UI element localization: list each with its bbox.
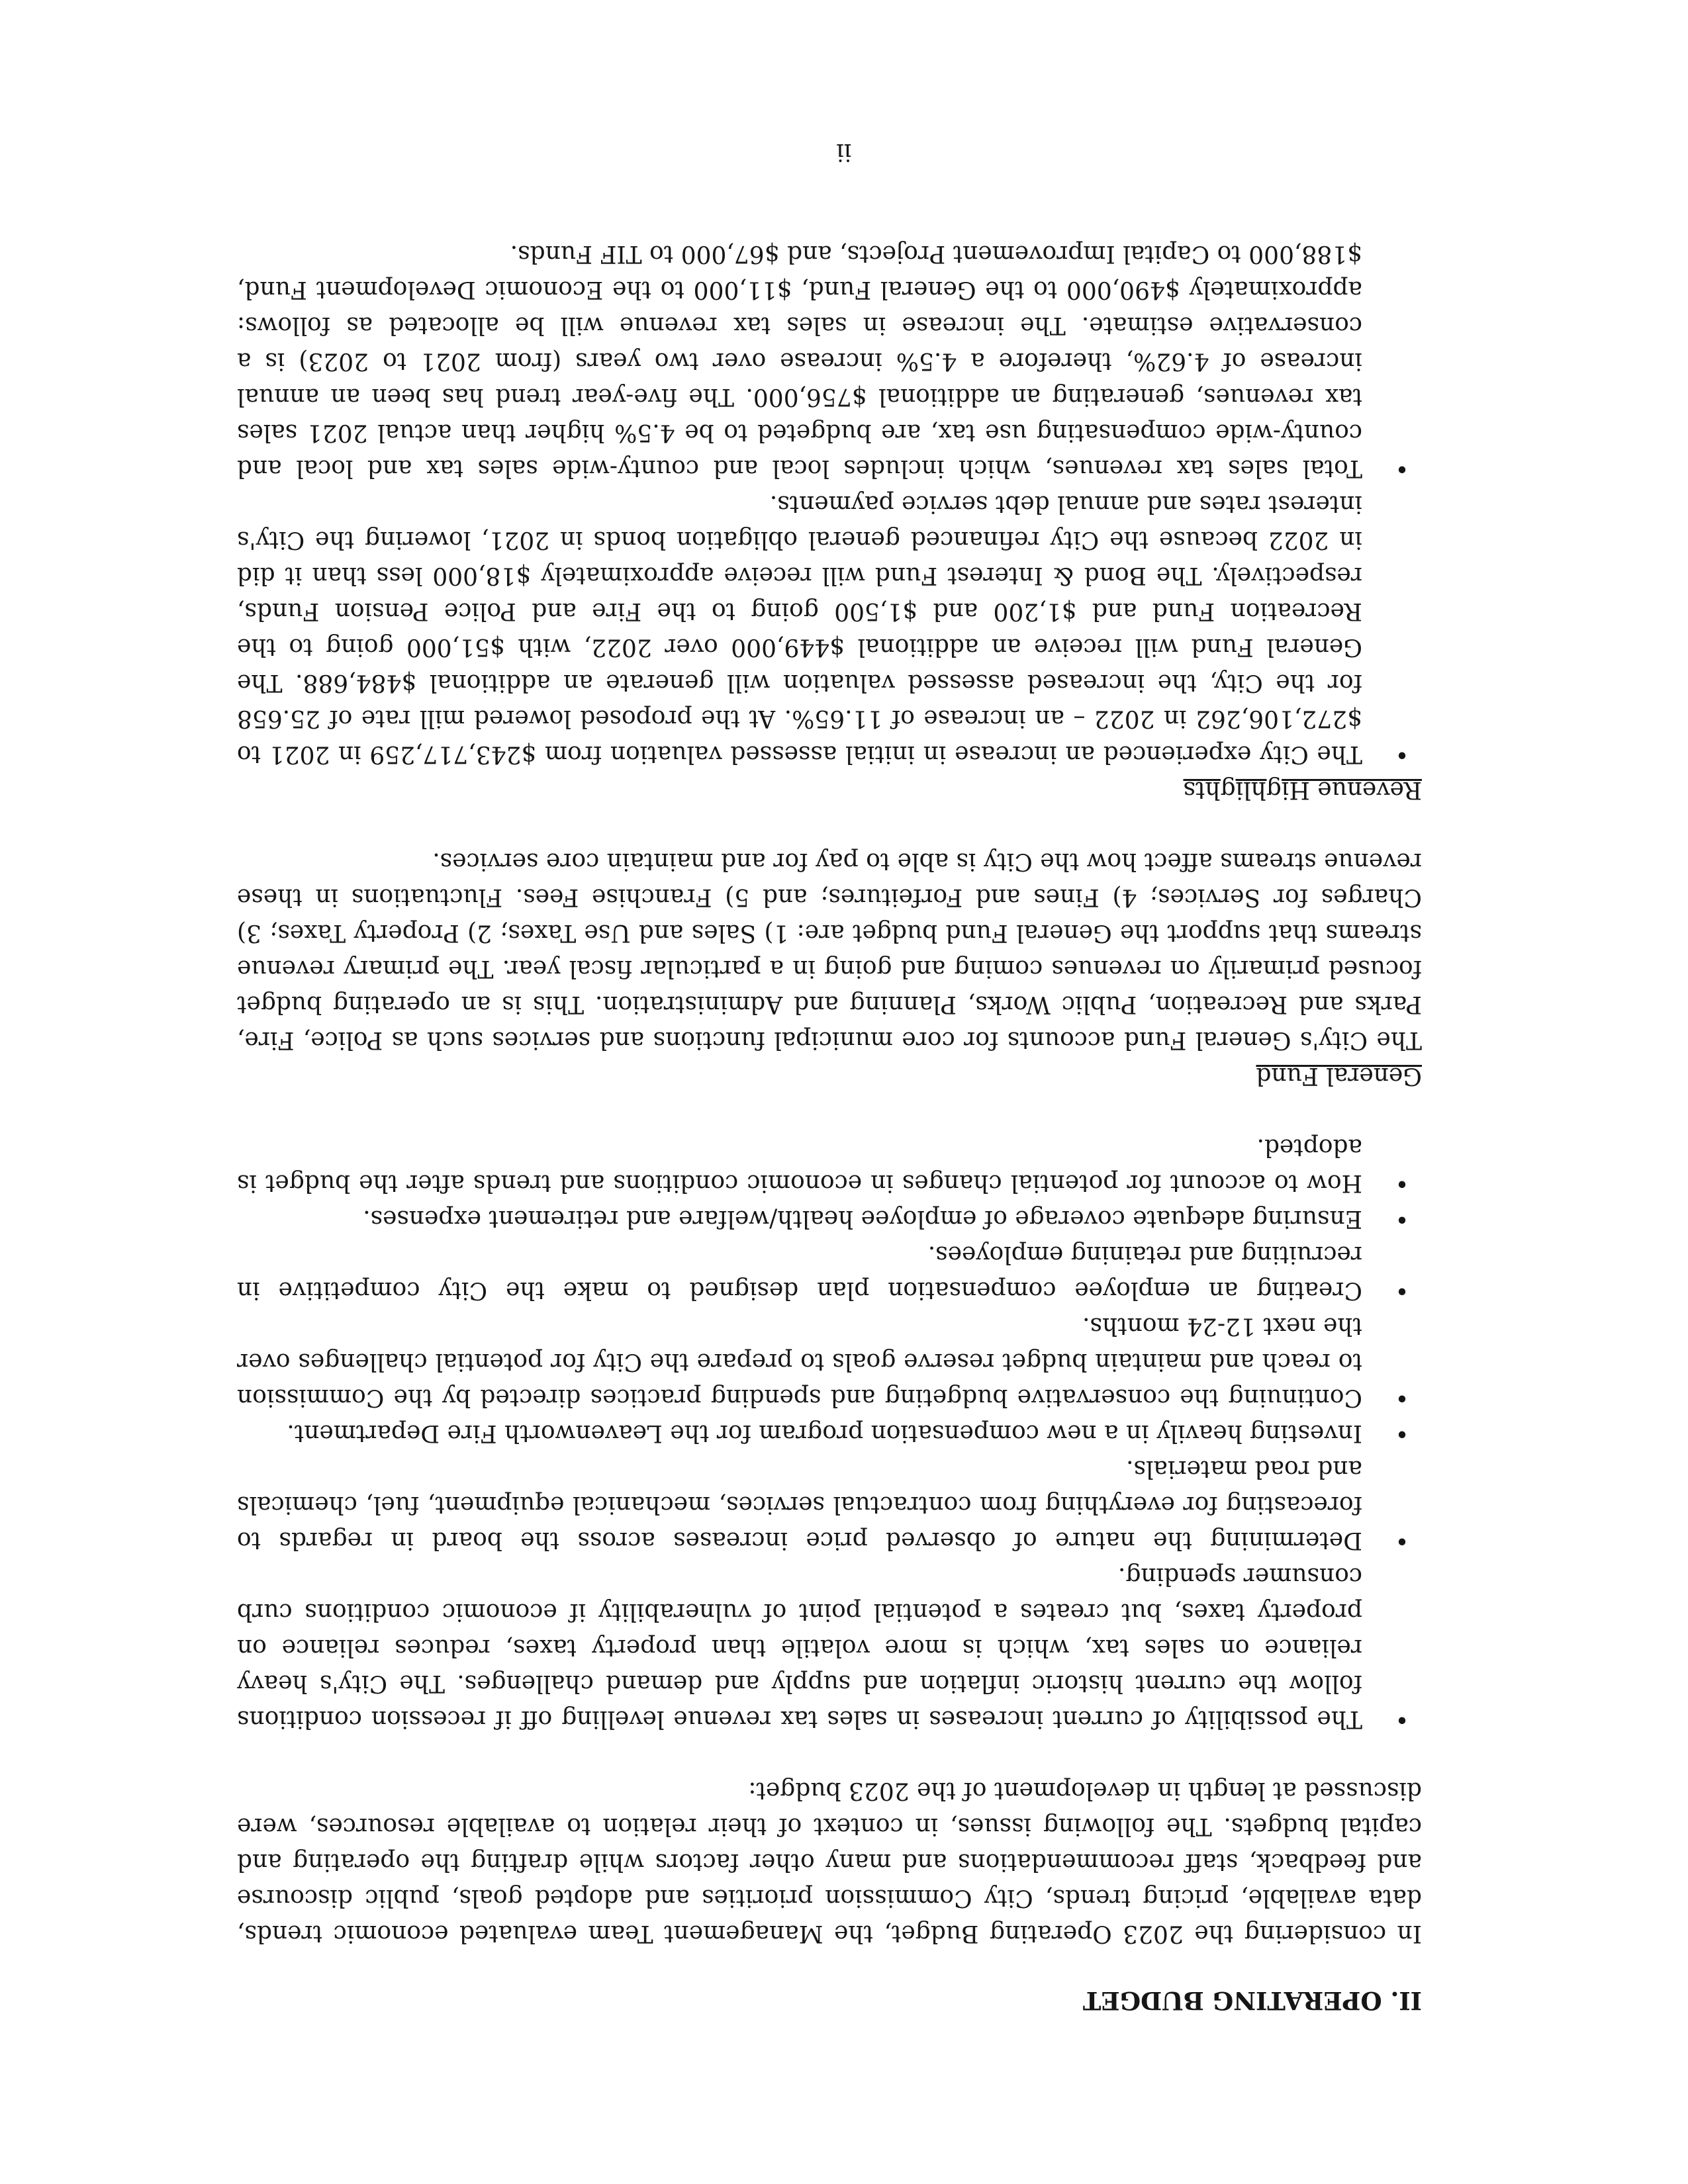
revenue-highlights-heading: Revenue Highlights (1183, 776, 1422, 803)
list-item-text: Total sales tax revenues, which includes local and county-wide sales tax and local and county-wide compensating use tax, are budgeted to be 4.5% higher than actual 2021 sales tax revenues, generating an additional $756,000. The five-year trend has been an annual increase of 4.62%, therefore a 4.5% increase over two years (from 2021 to 2023) is a conservative estimate. The increase in sales tax revenue will be allocated as follows: approximately $490,000 to the General Fund, $11,000 to the Economic Development Fund, $188,000 to Capital Improvement Projects, and $67,000 to TIF Funds. (237, 240, 1362, 482)
page-content (237, 200, 1422, 2019)
bullet-icon: • (1395, 1706, 1409, 1733)
bullet-icon: • (1395, 1277, 1409, 1304)
general-fund-heading: General Fund (1256, 1062, 1422, 1089)
list-item (237, 1201, 1409, 1236)
list-item-text: Determining the nature of observed price increases across the board in regards to forecasting for everything from contractual services, mechanical equipment, fuel, chemicals and road materials. (237, 1455, 1362, 1554)
issues-list (237, 1129, 1422, 1737)
list-item-text: Ensuring adequate coverage of employee health/welfare and retirement expenses. (363, 1205, 1362, 1232)
list-item (237, 1558, 1409, 1737)
bullet-icon: • (1395, 1169, 1409, 1197)
section-heading: II. OPERATING BUDGET (1082, 1986, 1422, 2015)
list-item-text: How to account for potential changes in economic conditions and trends after the budget is adopted. (237, 1134, 1362, 1197)
list-item (237, 1415, 1409, 1451)
intro-paragraph: In considering the 2023 Operating Budget, the Management Team evaluated economic trends, data available, pricing trends, City Commission priorities and adopted goals, public discourse and feedback, staff recommendations and many other factors while drafting the operating and capital budgets. The following issues, in context of their relation to available resources, were discussed at length in development of the 2023 budget: (237, 1777, 1422, 1947)
list-item (237, 236, 1409, 486)
bullet-icon: • (1395, 1420, 1409, 1447)
revenue-highlights-list (237, 236, 1422, 772)
general-fund-paragraph: The City's General Fund accounts for core municipal functions and services such as Police, Fire, Parks and Recreation, Public Works, Planning and Administration. This is an operating budget focused primarily on revenues coming and going in a particular fiscal year. The primary revenue streams that support the General Fund budget are: 1) Sales and Use Taxes; 2) Property Taxes; 3) Charges for Services; 4) Fines and Forfeitures; and 5) Franchise Fees. Fluctuations in these revenue streams affect how the City is able to pay for and maintain core services. (237, 848, 1422, 1054)
bullet-icon: • (1395, 455, 1409, 482)
list-item (237, 1129, 1409, 1201)
list-item-text: Investing heavily in a new compensation program for the Leavenworth Fire Department. (287, 1420, 1362, 1447)
list-item (237, 486, 1409, 772)
bullet-icon: • (1395, 1205, 1409, 1232)
bullet-icon: • (1395, 1527, 1409, 1554)
list-item-text: The possibility of current increases in sales tax revenue levelling off if recession conditions follow the current historic inflation and supply and demand challenges. The City's heavy reliance on sales tax, which is more volatile than property taxes, reduces reliance on property taxes, but creates a potential point of vulnerability if economic conditions curb consumer spending. (237, 1563, 1362, 1733)
page-number: ii (836, 138, 852, 165)
list-item (237, 1236, 1409, 1308)
bullet-icon: • (1395, 741, 1409, 768)
list-item (237, 1451, 1409, 1558)
bullet-icon: • (1395, 1384, 1409, 1411)
list-item (237, 1308, 1409, 1415)
list-item-text: The City experienced an increase in initial assessed valuation from $243,717,259 in 2021 to $272,106,262 in 2022 – an increase of 11.65%. At the proposed lowered mill rate of 25.658 for the City, the increased assessed valuation will generate an additional $484,688. The General Fund will receive an additional $449,000 over 2022, with $51,000 going to the Recreation Fund and $1,200 and $1,500 going to the Fire and Police Pension Funds, respectively. The Bond & Interest Fund will receive approximately $18,000 less than it did in 2022 because the City refinanced general obligation bonds in 2021, lowering the City's interest rates and annual debt service payments. (237, 490, 1362, 768)
list-item-text: Creating an employee compensation plan designed to make the City competitive in recruiting and retaining employees. (237, 1241, 1362, 1304)
list-item-text: Continuing the conservative budgeting and spending practices directed by the Commission to reach and maintain budget reserve goals to prepare the City for potential challenges over the next 12-24 months. (237, 1312, 1362, 1411)
